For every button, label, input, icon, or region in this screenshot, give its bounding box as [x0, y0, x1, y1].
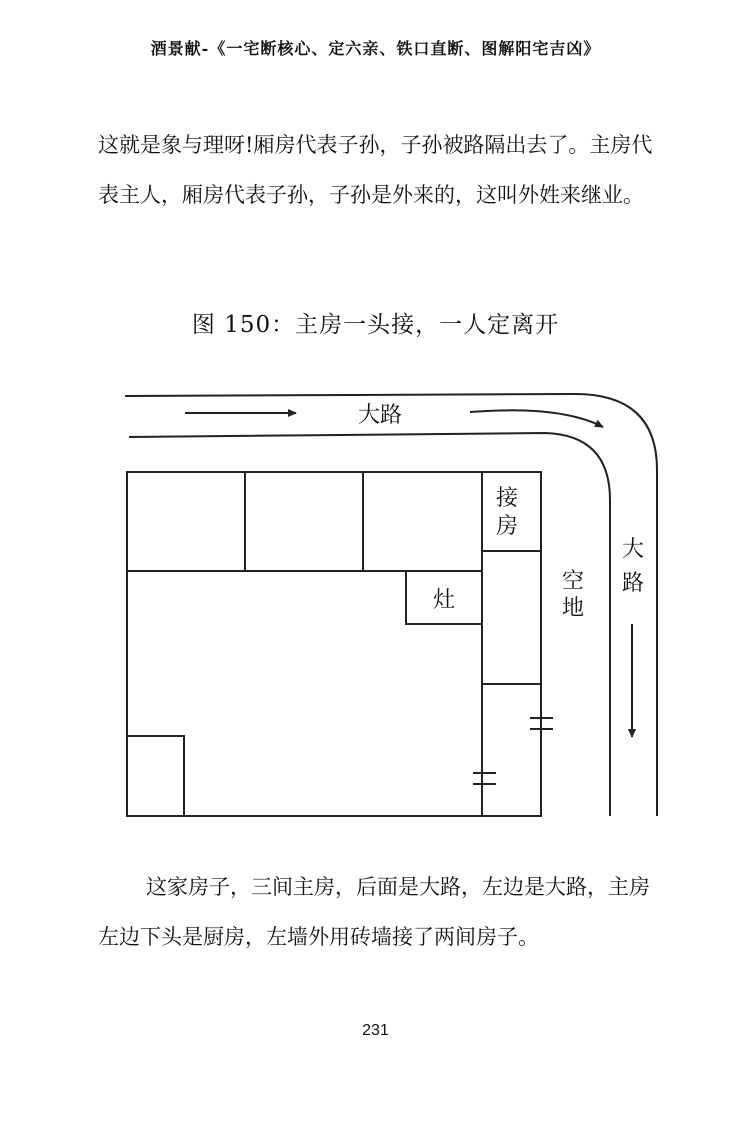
gate-mark-left: [473, 773, 496, 784]
running-header: 酒景献-《一宅断核心、定六亲、铁口直断、图解阳宅吉凶》: [150, 39, 601, 58]
empty-land-label-2: 地: [561, 596, 585, 621]
road-right-label-2: 路: [621, 571, 645, 596]
corner-small-room: [127, 736, 184, 816]
stove-label: 灶: [432, 588, 456, 613]
road-inner-edge: [129, 433, 610, 816]
floor-plan-diagram: [0, 370, 751, 830]
page-number: 231: [362, 1022, 389, 1039]
empty-land-label-1: 空: [561, 569, 585, 594]
body-paragraph-2: 这家房子，三间主房，后面是大路，左边是大路，主房左边下头是厨房，左墙外用砖墙接了两间房子。: [98, 875, 650, 949]
body-paragraph-1: 这就是象与理呀!厢房代表子孙，子孙被路隔出去了。主房代表主人，厢房代表子孙，子孙是外来的，这叫外姓来继业。: [98, 133, 653, 207]
road-arrow-curve: [470, 410, 603, 427]
main-house-outline: [127, 472, 541, 816]
extension-label-2: 房: [495, 514, 519, 539]
road-right-label-1: 大: [621, 537, 645, 562]
extension-label-1: 接: [495, 486, 519, 511]
road-top-label: 大路: [357, 403, 403, 428]
figure-caption: 图 150：主房一头接，一人定离开: [191, 312, 560, 338]
